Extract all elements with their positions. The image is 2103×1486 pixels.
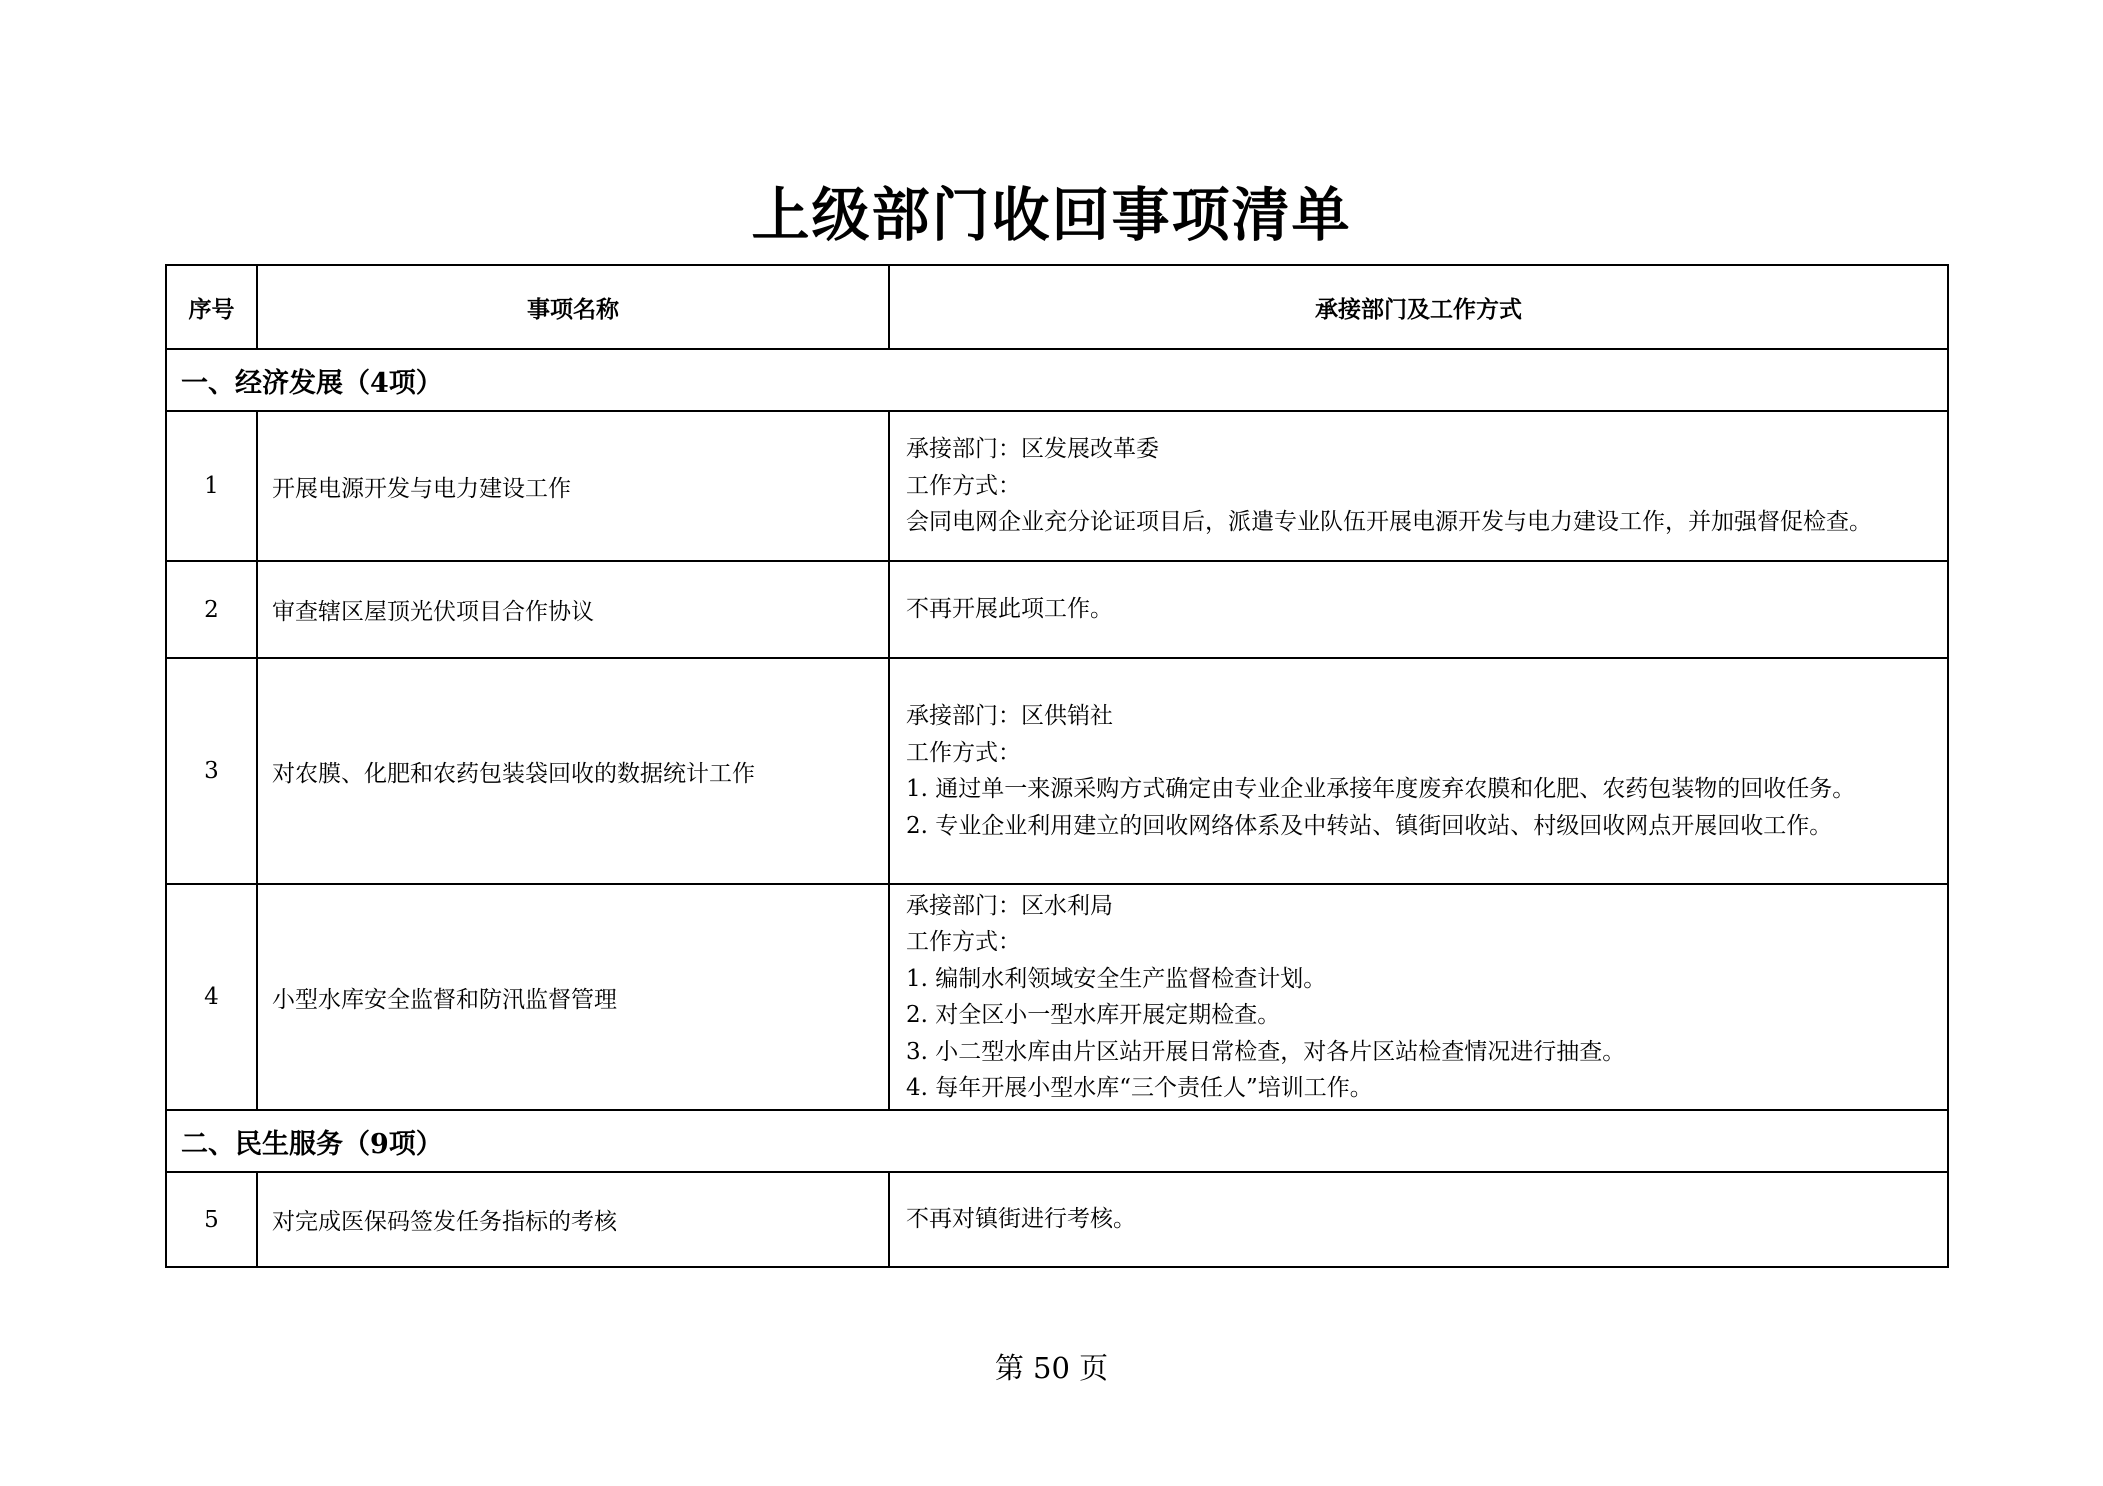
table-row: [166, 561, 1948, 658]
row-method: [889, 884, 1948, 1110]
header-name: 事项名称: [257, 265, 889, 349]
items-table: [165, 264, 1949, 1268]
row-method: [889, 561, 1948, 658]
row-method: [889, 411, 1948, 561]
method-line: 2. 专业企业利用建立的回收网络体系及中转站、镇街回收站、村级回收网点开展回收工作。: [906, 812, 1833, 839]
row-name: 小型水库安全监督和防汛监督管理: [257, 884, 889, 1110]
row-name: 开展电源开发与电力建设工作: [257, 411, 889, 561]
page-title: 上级部门收回事项清单: [751, 181, 1352, 249]
row-method: [889, 1172, 1948, 1267]
row-method: [889, 658, 1948, 884]
row-seq: 1: [166, 411, 257, 561]
row-seq: 5: [166, 1172, 257, 1267]
section-heading: 一、经济发展（4项）: [166, 349, 1948, 411]
table-row: [166, 658, 1948, 884]
method-line: 4. 每年开展小型水库“三个责任人”培训工作。: [906, 1075, 1373, 1101]
method-line: 承接部门：区水利局: [906, 892, 1113, 919]
row-name: 对完成医保码签发任务指标的考核: [257, 1172, 889, 1267]
table-row: [166, 884, 1948, 1110]
header-method: 承接部门及工作方式: [889, 265, 1948, 349]
method-line: 会同电网企业充分论证项目后，派遣专业队伍开展电源开发与电力建设工作，并加强督促检查。: [906, 509, 1872, 536]
method-line: 工作方式：: [906, 472, 1021, 499]
section-row: [166, 349, 1948, 411]
table-header-row: [166, 265, 1948, 349]
method-line: 1. 编制水利领域安全生产监督检查计划。: [906, 965, 1327, 992]
page-number: 第 50 页: [994, 1351, 1109, 1385]
row-seq: 4: [166, 884, 257, 1110]
row-name: 审查辖区屋顶光伏项目合作协议: [257, 561, 889, 658]
row-seq: 3: [166, 658, 257, 884]
header-seq: 序号: [166, 265, 257, 349]
method-line: 工作方式：: [906, 739, 1021, 766]
method-line: 1. 通过单一来源采购方式确定由专业企业承接年度废弃农膜和化肥、农药包装物的回收任务。: [906, 776, 1856, 802]
table-row: [166, 1172, 1948, 1267]
section-row: [166, 1110, 1948, 1172]
method-line: 不再开展此项工作。: [906, 596, 1113, 623]
method-line: 工作方式：: [906, 929, 1021, 955]
method-line: 承接部门：区供销社: [906, 703, 1113, 729]
table-row: [166, 411, 1948, 561]
method-line: 3. 小二型水库由片区站开展日常检查，对各片区站检查情况进行抽查。: [906, 1038, 1626, 1065]
method-line: 2. 对全区小一型水库开展定期检查。: [906, 1002, 1281, 1028]
row-seq: 2: [166, 561, 257, 658]
section-heading: 二、民生服务（9项）: [166, 1110, 1948, 1172]
method-line: 不再对镇街进行考核。: [906, 1206, 1136, 1233]
row-name: 对农膜、化肥和农药包装袋回收的数据统计工作: [257, 658, 889, 884]
method-line: 承接部门：区发展改革委: [906, 436, 1159, 463]
